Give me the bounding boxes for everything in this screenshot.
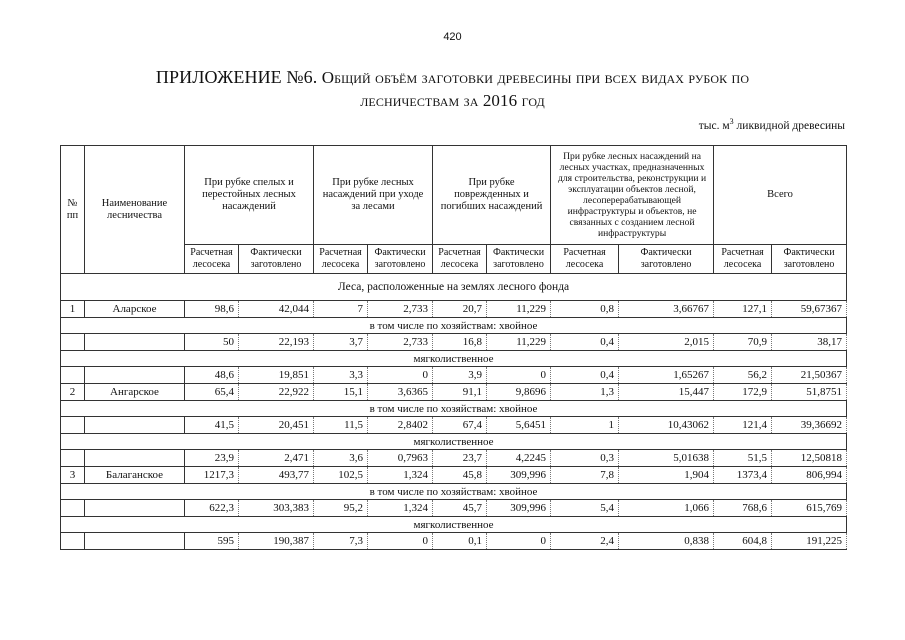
units-superscript: 3 (729, 117, 734, 126)
header-group-damaged: При рубке поврежденных и погибших насаждений (433, 146, 551, 245)
title-year: 2016 (482, 91, 518, 110)
value-cell: 3,6 (314, 450, 368, 467)
value-cell: 22,193 (239, 334, 314, 351)
row-number: 1 (61, 301, 85, 318)
subheader-calc: Расчетная лесосека (185, 245, 239, 274)
value-cell: 22,922 (239, 384, 314, 401)
value-cell: 11,229 (487, 334, 551, 351)
value-cell: 0 (487, 533, 551, 550)
forestry-name: Балаганское (85, 467, 185, 484)
table-row (61, 500, 847, 517)
table-row (61, 367, 847, 384)
value-cell: 102,5 (314, 467, 368, 484)
title-rest: Общий объём заготовки древесины при всех видах рубок по (321, 68, 750, 87)
value-cell: 1,066 (619, 500, 714, 517)
value-cell: 1,3 (551, 384, 619, 401)
value-cell: 16,8 (433, 334, 487, 351)
value-cell: 0 (487, 367, 551, 384)
row-number (61, 334, 85, 351)
subheader-calc: Расчетная лесосека (433, 245, 487, 274)
value-cell: 0 (368, 367, 433, 384)
units-note (699, 117, 845, 132)
value-cell: 20,7 (433, 301, 487, 318)
row-number: 3 (61, 467, 85, 484)
value-cell: 7,8 (551, 467, 619, 484)
value-cell: 48,6 (185, 367, 239, 384)
value-cell: 38,17 (772, 334, 847, 351)
value-cell: 3,3 (314, 367, 368, 384)
row-number (61, 367, 85, 384)
value-cell: 0,8 (551, 301, 619, 318)
value-cell: 172,9 (714, 384, 772, 401)
title-line2-b: год (521, 91, 545, 110)
value-cell: 50 (185, 334, 239, 351)
forestry-name: Аларское (85, 301, 185, 318)
value-cell: 9,8696 (487, 384, 551, 401)
row-number (61, 533, 85, 550)
value-cell: 1373,4 (714, 467, 772, 484)
title-prefix: ПРИЛОЖЕНИЕ №6. (155, 67, 318, 87)
value-cell: 20,451 (239, 417, 314, 434)
table-row (61, 334, 847, 351)
value-cell: 0,1 (433, 533, 487, 550)
value-cell: 303,383 (239, 500, 314, 517)
value-cell: 3,7 (314, 334, 368, 351)
forestry-name (85, 417, 185, 434)
title-line-2 (60, 89, 845, 112)
value-cell: 23,9 (185, 450, 239, 467)
value-cell: 806,994 (772, 467, 847, 484)
value-cell: 191,225 (772, 533, 847, 550)
value-cell: 51,8751 (772, 384, 847, 401)
value-cell: 2,471 (239, 450, 314, 467)
value-cell: 2,8402 (368, 417, 433, 434)
header-group-thinning: При рубке лесных насаждений при уходе за лесами (314, 146, 433, 245)
value-cell: 309,996 (487, 500, 551, 517)
units-prefix: тыс. м (698, 119, 730, 132)
table-row (61, 450, 847, 467)
value-cell: 622,3 (185, 500, 239, 517)
table-row (61, 533, 847, 550)
value-cell: 1,324 (368, 500, 433, 517)
row-number (61, 450, 85, 467)
value-cell: 493,77 (239, 467, 314, 484)
value-cell: 42,044 (239, 301, 314, 318)
table-row (61, 301, 847, 318)
value-cell: 95,2 (314, 500, 368, 517)
value-cell: 768,6 (714, 500, 772, 517)
value-cell: 604,8 (714, 533, 772, 550)
value-cell: 7,3 (314, 533, 368, 550)
value-cell: 15,447 (619, 384, 714, 401)
harvest-table (60, 145, 847, 550)
value-cell: 12,50818 (772, 450, 847, 467)
value-cell: 11,229 (487, 301, 551, 318)
value-cell: 0,7963 (368, 450, 433, 467)
value-cell: 595 (185, 533, 239, 550)
value-cell: 127,1 (714, 301, 772, 318)
value-cell: 5,01638 (619, 450, 714, 467)
subheader-calc: Расчетная лесосека (314, 245, 368, 274)
value-cell: 0,4 (551, 367, 619, 384)
forestry-name (85, 334, 185, 351)
forestry-name (85, 367, 185, 384)
value-cell: 70,9 (714, 334, 772, 351)
value-cell: 39,36692 (772, 417, 847, 434)
value-cell: 51,5 (714, 450, 772, 467)
value-cell: 190,387 (239, 533, 314, 550)
subheader-fact: Фактически заготовлено (368, 245, 433, 274)
value-cell: 67,4 (433, 417, 487, 434)
header-group-mature: При рубке спелых и перестойных лесных насаждений (185, 146, 314, 245)
value-cell: 1,324 (368, 467, 433, 484)
title-line-1 (60, 66, 845, 89)
value-cell: 4,2245 (487, 450, 551, 467)
table-row (61, 384, 847, 401)
value-cell: 98,6 (185, 301, 239, 318)
value-cell: 5,4 (551, 500, 619, 517)
value-cell: 65,4 (185, 384, 239, 401)
row-number (61, 500, 85, 517)
value-cell: 0,838 (619, 533, 714, 550)
value-cell: 23,7 (433, 450, 487, 467)
header-group-total: Всего (714, 146, 847, 245)
value-cell: 19,851 (239, 367, 314, 384)
forestry-name (85, 533, 185, 550)
table-body (61, 274, 847, 550)
value-cell: 5,6451 (487, 417, 551, 434)
value-cell: 0,4 (551, 334, 619, 351)
value-cell: 3,6365 (368, 384, 433, 401)
table-row (61, 417, 847, 434)
value-cell: 2,4 (551, 533, 619, 550)
value-cell: 15,1 (314, 384, 368, 401)
value-cell: 1,65267 (619, 367, 714, 384)
value-cell: 11,5 (314, 417, 368, 434)
page-number: 420 (443, 31, 462, 43)
header-num: № пп (61, 146, 85, 274)
value-cell: 309,996 (487, 467, 551, 484)
value-cell: 45,8 (433, 467, 487, 484)
header-group-construction: При рубке лесных насаждений на лесных участках, предназначенных для строительства, реконструкции и эксплуатации объектов лесной, лесоперерабатывающей инфраструктуры и объектов, не связанных с созданием лесной инфраструктуры (551, 146, 714, 245)
subheader-fact: Фактически заготовлено (772, 245, 847, 274)
subheader-fact: Фактически заготовлено (487, 245, 551, 274)
value-cell: 2,015 (619, 334, 714, 351)
title-line2-a: лесничествам за (360, 91, 479, 110)
value-cell: 59,67367 (772, 301, 847, 318)
value-cell: 0 (368, 533, 433, 550)
value-cell: 3,9 (433, 367, 487, 384)
units-suffix: ликвидной древесины (733, 119, 845, 132)
forestry-name (85, 500, 185, 517)
row-number (61, 417, 85, 434)
value-cell: 1 (551, 417, 619, 434)
value-cell: 0,3 (551, 450, 619, 467)
subgroup-header: мягколиственное (61, 517, 847, 533)
subheader-fact: Фактически заготовлено (239, 245, 314, 274)
subheader-calc: Расчетная лесосека (714, 245, 772, 274)
page-title (60, 66, 845, 112)
section-title: Леса, расположенные на землях лесного фонда (61, 274, 847, 301)
value-cell: 2,733 (368, 301, 433, 318)
subgroup-header: мягколиственное (61, 351, 847, 367)
value-cell: 7 (314, 301, 368, 318)
value-cell: 121,4 (714, 417, 772, 434)
header-name: Наименование лесничества (85, 146, 185, 274)
value-cell: 45,7 (433, 500, 487, 517)
value-cell: 10,43062 (619, 417, 714, 434)
subgroup-header: в том числе по хозяйствам: хвойное (61, 318, 847, 334)
value-cell: 91,1 (433, 384, 487, 401)
value-cell: 41,5 (185, 417, 239, 434)
row-number: 2 (61, 384, 85, 401)
value-cell: 1217,3 (185, 467, 239, 484)
value-cell: 21,50367 (772, 367, 847, 384)
value-cell: 615,769 (772, 500, 847, 517)
subgroup-header: в том числе по хозяйствам: хвойное (61, 484, 847, 500)
subheader-fact: Фактически заготовлено (619, 245, 714, 274)
table-row (61, 467, 847, 484)
subheader-calc: Расчетная лесосека (551, 245, 619, 274)
value-cell: 2,733 (368, 334, 433, 351)
value-cell: 3,66767 (619, 301, 714, 318)
forestry-name (85, 450, 185, 467)
subgroup-header: в том числе по хозяйствам: хвойное (61, 401, 847, 417)
subgroup-header: мягколиственное (61, 434, 847, 450)
value-cell: 1,904 (619, 467, 714, 484)
value-cell: 56,2 (714, 367, 772, 384)
forestry-name: Ангарское (85, 384, 185, 401)
